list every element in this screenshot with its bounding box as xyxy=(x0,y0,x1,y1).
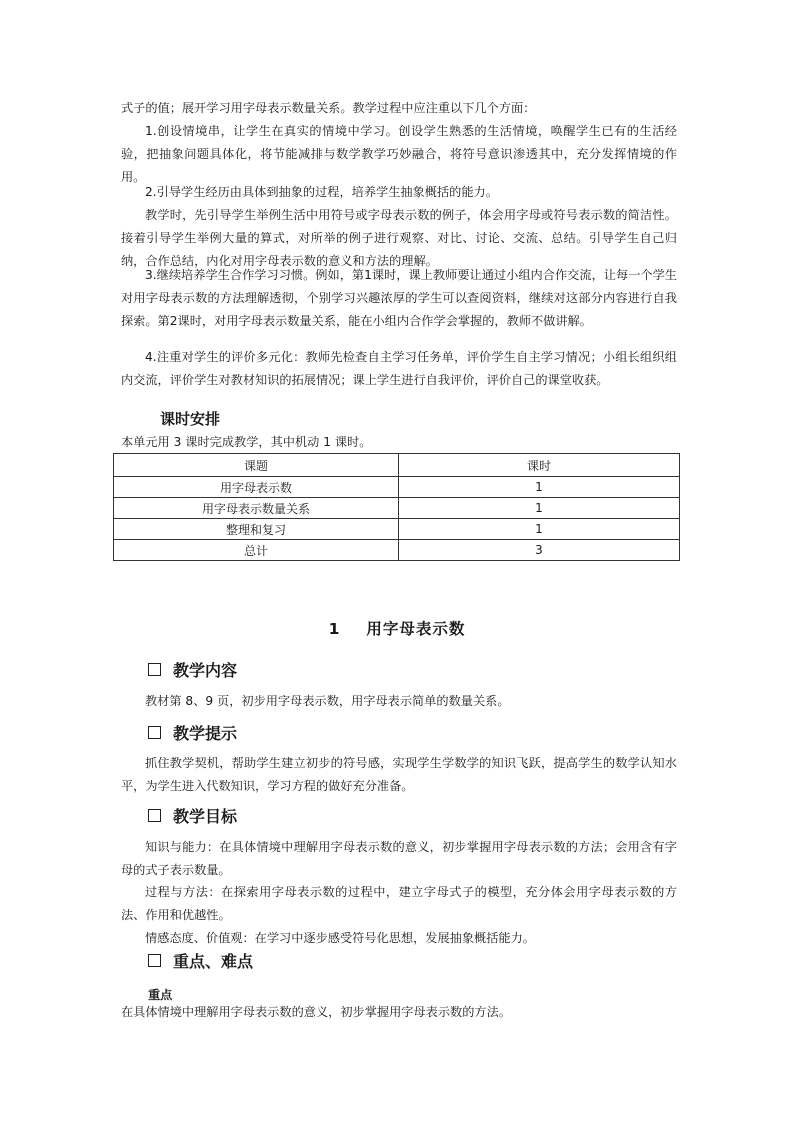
section-heading-text: 教学内容 xyxy=(173,661,238,680)
lesson-title xyxy=(0,617,794,639)
table-cell-topic: 总计 xyxy=(114,540,399,561)
table-cell-periods: 1 xyxy=(399,519,680,540)
table-cell-periods: 1 xyxy=(399,477,680,498)
section-heading-key-points xyxy=(148,949,253,972)
table-row xyxy=(114,498,680,519)
goal-item-attitude: 情感态度、价值观：在学习中逐步感受符号化思想，发展抽象概括能力。 xyxy=(145,931,535,945)
section-heading-goals xyxy=(148,804,237,827)
schedule-heading: 课时安排 xyxy=(160,410,221,428)
section-heading-text: 教学目标 xyxy=(173,807,238,826)
checkbox-square-icon xyxy=(148,809,161,822)
intro-paragraph-2: 2.引导学生经历由具体到抽象的过程，培养学生抽象概括的能力。 xyxy=(145,185,498,199)
checkbox-square-icon xyxy=(148,726,161,739)
table-cell-periods: 3 xyxy=(399,540,680,561)
section-heading-tips xyxy=(148,721,237,744)
intro-paragraph-5: 4.注重对学生的评价多元化：教师先检查自主学习任务单，评价学生自主学习情况；小组长组织组内交流，评价学生对教材知识的拓展情况；课上学生进行自我评价，评价自己的课堂收获。 xyxy=(121,350,677,387)
table-cell-periods: 1 xyxy=(399,498,680,519)
table-cell-topic: 用字母表示数量关系 xyxy=(114,498,399,519)
schedule-table xyxy=(113,453,680,561)
tips-text: 抓住教学契机，帮助学生建立初步的符号感，实现学生学数学的知识飞跃，提高学生的数学认知水平，为学生进入代数知识，学习方程的做好充分准备。 xyxy=(121,756,677,793)
goal-item-knowledge: 知识与能力：在具体情境中理解用字母表示数的意义，初步掌握用字母表示数的方法；会用含有字母的式子表示数量。 xyxy=(121,840,677,877)
lesson-title-text: 用字母表示数 xyxy=(366,620,466,638)
content-text: 教材第 8、9 页，初步用字母表示数，用字母表示简单的数量关系。 xyxy=(145,694,510,708)
section-heading-text: 教学提示 xyxy=(173,724,238,743)
table-cell-topic: 用字母表示数 xyxy=(114,477,399,498)
section-heading-text: 重点、难点 xyxy=(173,952,254,971)
key-point-subheading: 重点 xyxy=(148,988,173,1002)
checkbox-square-icon xyxy=(148,954,161,967)
table-header-row xyxy=(114,454,680,477)
lesson-number: 1 xyxy=(328,620,341,638)
table-row xyxy=(114,519,680,540)
table-row xyxy=(114,477,680,498)
goal-item-process: 过程与方法：在探索用字母表示数的过程中，建立字母式子的模型，充分体会用字母表示数的方法、作用和优越性。 xyxy=(121,885,677,922)
table-row xyxy=(114,540,680,561)
key-point-text: 在具体情境中理解用字母表示数的意义，初步掌握用字母表示数的方法。 xyxy=(121,1005,511,1019)
intro-paragraph-0: 式子的值；展开学习用字母表示数量关系。教学过程中应注重以下几个方面： xyxy=(121,101,536,115)
intro-paragraph-3: 教学时，先引导学生举例生活中用符号或字母表示数的例子，体会用字母或符号表示数的简洁性。接着引导学生举例大量的算式，对所举的例子进行观察、对比、讨论、交流、总结。引导学生自己归纳，合作总结，内化对用字母表示数的意义和方法的理解。 xyxy=(121,208,677,268)
column-header-topic: 课题 xyxy=(114,454,399,477)
intro-paragraph-1: 1.创设情境串，让学生在真实的情境中学习。创设学生熟悉的生活情境，唤醒学生已有的生活经验，把抽象问题具体化，将节能减排与数学教学巧妙融合，将符号意识渗透其中，充分发挥情境的作用。 xyxy=(121,124,677,184)
intro-paragraph-4: 3.继续培养学生合作学习习惯。例如，第1课时，课上教师要让通过小组内合作交流，让每一个学生对用字母表示数的方法理解透彻，个别学习兴趣浓厚的学生可以查阅资料，继续对这部分内容进行自我探索。第2课时，对用字母表示数量关系，能在小组内合作学会掌握的，教师不做讲解。 xyxy=(121,268,677,328)
column-header-periods: 课时 xyxy=(399,454,680,477)
checkbox-square-icon xyxy=(148,663,161,676)
section-heading-content xyxy=(148,658,237,681)
table-cell-topic: 整理和复习 xyxy=(114,519,399,540)
schedule-note: 本单元用 3 课时完成教学，其中机动 1 课时。 xyxy=(121,435,372,449)
